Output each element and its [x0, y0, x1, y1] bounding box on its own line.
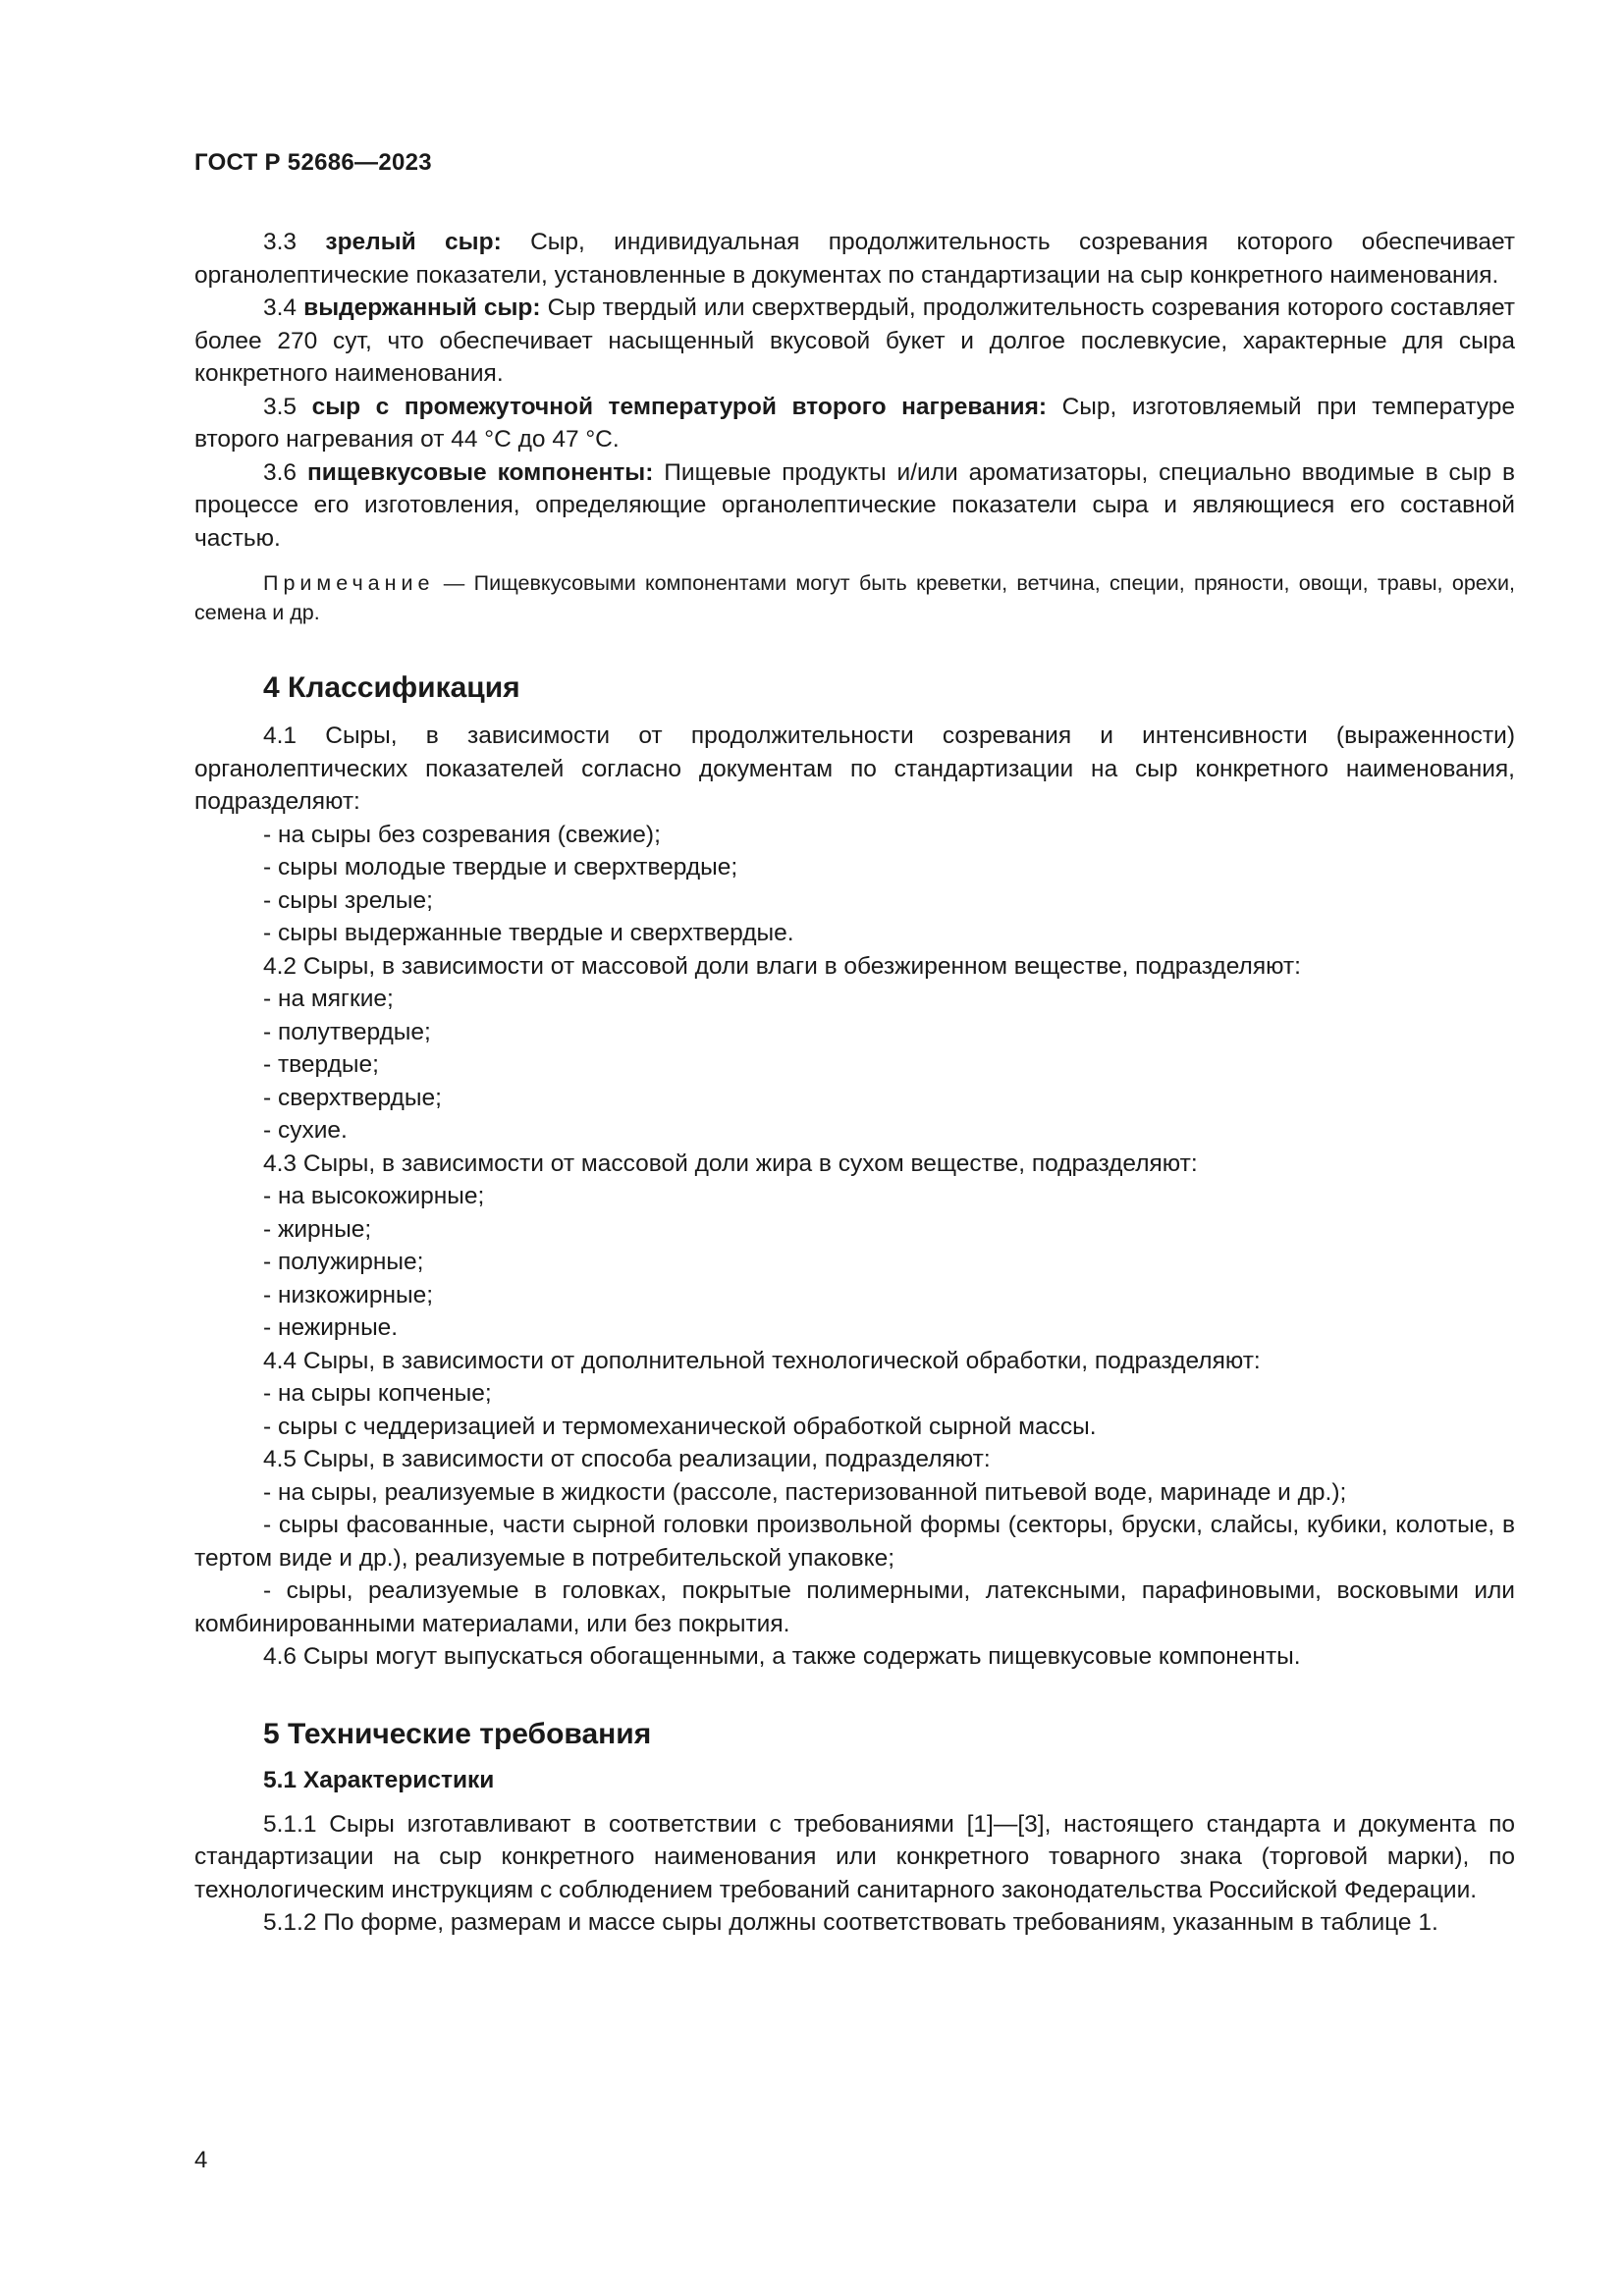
- paragraph-4-6: 4.6 Сыры могут выпускаться обогащенными, а также содержать пищевкусовые компоненты.: [263, 1643, 1301, 1670]
- subsection-5-1-title: 5.1 Характеристики: [263, 1766, 495, 1793]
- term-3-4: 3.4 выдержанный сыр: Сыр твердый или сверхтвердый, продолжительность созревания которого составляет более 270 сут, что обеспечивает насыщенный вкусовой букет и долгое послевкусие, характерные для сыра конкретного наименования.: [194, 294, 1515, 387]
- list-item: - на сыры без созревания (свежие);: [263, 821, 661, 848]
- paragraph-5-1-1: 5.1.1 Сыры изготавливают в соответствии с требованиями [1]—[3], настоящего стандарта и документа по стандартизации на сыр конкретного наименования или конкретного товарного знака (торговой марки), по технологическим инструкциям с соблюдением требований санитарного законодательства Российской Федерации.: [194, 1810, 1515, 1903]
- list-item: - сыры зрелые;: [263, 886, 433, 914]
- list-item: - сыры молодые твердые и сверхтвердые;: [263, 854, 738, 881]
- list-item: - сыры с чеддеризацией и термомеханической обработкой сырной массы.: [263, 1413, 1097, 1440]
- paragraph-4-1: 4.1 Сыры, в зависимости от продолжительности созревания и интенсивности (выраженности) органолептических показателей согласно документам по стандартизации на сыр конкретного наименования, подразделяют:: [194, 722, 1515, 815]
- note-label: Примечание: [263, 571, 435, 595]
- note-text: — Пищевкусовыми компонентами могут быть креветки, ветчина, специи, пряности, овощи, травы, орехи, семена и др.: [194, 571, 1515, 624]
- paragraph-4-3: 4.3 Сыры, в зависимости от массовой доли жира в сухом веществе, подразделяют:: [263, 1149, 1198, 1177]
- term-name: выдержанный сыр:: [303, 294, 541, 321]
- section-4-title: 4 Классификация: [263, 671, 520, 704]
- list-item: - полутвердые;: [263, 1018, 431, 1045]
- term-definition: Сыр, индивидуальная продолжительность созревания которого обеспечивает органолептические показатели, установленные в документах по стандартизации на сыр конкретного наименования.: [194, 229, 1515, 289]
- list-item: - сухие.: [263, 1117, 348, 1144]
- term-3-5: 3.5 сыр с промежуточной температурой второго нагревания: Сыр, изготовляемый при температуре второго нагревания от 44 °С до 47 °С.: [194, 393, 1516, 453]
- paragraph-5-1-2: 5.1.2 По форме, размерам и массе сыры должны соответствовать требованиям, указанным в таблице 1.: [263, 1909, 1438, 1936]
- list-item: - на мягкие;: [263, 986, 394, 1012]
- term-definition: Пищевые продукты и/или ароматизаторы, специально вводимые в сыр в процессе его изготовления, определяющие органолептические показатели сыра и являющиеся его составной частью.: [194, 458, 1515, 552]
- list-item: - сверхтвердые;: [263, 1084, 442, 1111]
- section-5-title: 5 Технические требования: [263, 1717, 652, 1750]
- list-item: - полужирные;: [263, 1249, 424, 1275]
- term-3-6: 3.6 пищевкусовые компоненты: Пищевые продукты и/или ароматизаторы, специально вводимые в сыр в процессе его изготовления, определяющие органолептические показатели сыра и являющиеся его составной частью.: [194, 458, 1515, 552]
- note: [194, 568, 1515, 627]
- term-definition: Сыр, изготовляемый при температуре второго нагревания от 44 °С до 47 °С.: [194, 393, 1516, 453]
- paragraph-4-5: 4.5 Сыры, в зависимости от способа реализации, подразделяют:: [263, 1446, 991, 1472]
- list-item: - сыры фасованные, части сырной головки произвольной формы (секторы, бруски, слайсы, кубики, колотые, в тертом виде и др.), реализуемые в потребительской упаковке;: [194, 1512, 1515, 1572]
- term-name: пищевкусовые компоненты:: [306, 458, 654, 486]
- list-item: - на высокожирные;: [263, 1183, 485, 1209]
- list-item: - на сыры копченые;: [263, 1380, 492, 1407]
- page-content: [194, 226, 1515, 1940]
- term-3-3: 3.3 зрелый сыр: Сыр, индивидуальная продолжительность созревания которого обеспечивает органолептические показатели, установленные в документах по стандартизации на сыр конкретного наименования.: [194, 229, 1515, 289]
- list-item: - на сыры, реализуемые в жидкости (рассоле, пастеризованной питьевой воде, маринаде и др.);: [263, 1478, 1347, 1506]
- list-item: - низкожирные;: [263, 1281, 434, 1308]
- list-item: - сыры, реализуемые в головках, покрытые полимерными, латексными, парафиновыми, восковыми или комбинированными материалами, или без покрытия.: [194, 1577, 1515, 1637]
- paragraph-4-2: 4.2 Сыры, в зависимости от массовой доли влаги в обезжиренном веществе, подразделяют:: [263, 952, 1301, 980]
- term-definition: Сыр твердый или сверхтвердый, продолжительность созревания которого составляет более 270 сут, что обеспечивает насыщенный вкусовой букет и долгое послевкусие, характерные для сыра конкретного наименования.: [194, 294, 1515, 387]
- document-header: ГОСТ Р 52686—2023: [194, 149, 432, 176]
- list-item: - сыры выдержанные твердые и сверхтвердые.: [263, 920, 794, 946]
- paragraph-4-4: 4.4 Сыры, в зависимости от дополнительной технологической обработки, подразделяют:: [263, 1347, 1261, 1374]
- term-name: зрелый сыр:: [325, 229, 502, 255]
- list-item: - твердые;: [263, 1051, 379, 1078]
- list-item: - нежирные.: [263, 1314, 399, 1341]
- list-item: - жирные;: [263, 1215, 372, 1243]
- page-number: 4: [194, 2147, 208, 2173]
- term-name: сыр с промежуточной температурой второго нагревания:: [311, 393, 1048, 420]
